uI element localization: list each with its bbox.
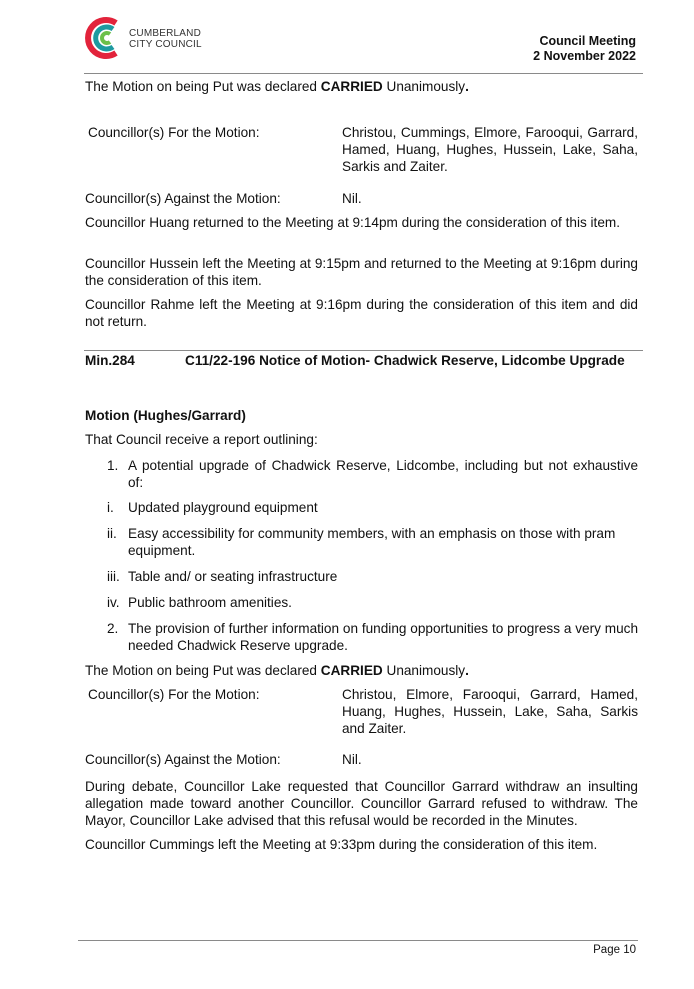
minute-number: Min.284 xyxy=(85,353,135,368)
doc-date: 2 November 2022 xyxy=(533,49,636,63)
list-marker: iii. xyxy=(107,569,120,584)
list-item: Easy accessibility for community members, with an emphasis on those with pram equipment. xyxy=(128,526,616,558)
header-rule xyxy=(84,73,643,74)
carried-statement: The Motion on being Put was declared CARRIED Unanimously. xyxy=(85,663,469,678)
org-name-line1: CUMBERLAND xyxy=(129,28,202,39)
council-logo-mark-icon xyxy=(82,14,126,62)
list-item: The provision of further information on funding opportunities to progress a very much needed Chadwick Reserve upgrade. xyxy=(128,621,638,653)
council-logo xyxy=(82,14,232,64)
list-item: Updated playground equipment xyxy=(128,500,318,515)
for-motion-label: Councillor(s) For the Motion: xyxy=(88,125,260,140)
doc-title: Council Meeting xyxy=(539,34,636,48)
for-motion-names: Christou, Elmore, Farooqui, Garrard, Hamed, Huang, Hughes, Hussein, Lake, Saha, Sarkis and Zaiter. xyxy=(342,687,638,736)
attendance-note: Councillor Huang returned to the Meeting at 9:14pm during the consideration of this item. xyxy=(85,215,620,230)
list-item: Public bathroom amenities. xyxy=(128,595,292,610)
motion-heading: Motion (Hughes/Garrard) xyxy=(85,408,246,423)
list-marker: 2. xyxy=(107,621,119,636)
list-marker: i. xyxy=(107,500,114,515)
list-marker: ii. xyxy=(107,526,117,541)
org-name-line2: CITY COUNCIL xyxy=(129,39,202,50)
section-rule xyxy=(84,350,643,351)
attendance-note: Councillor Cummings left the Meeting at 9:33pm during the consideration of this item. xyxy=(85,837,598,852)
carried-statement: The Motion on being Put was declared CARRIED Unanimously. xyxy=(85,79,469,94)
list-item: A potential upgrade of Chadwick Reserve, Lidcombe, including but not exhaustive of: xyxy=(128,458,638,490)
footer-rule xyxy=(78,940,638,941)
for-motion-names: Christou, Cummings, Elmore, Farooqui, Garrard, Hamed, Huang, Hughes, Hussein, Lake, Saha, Sarkis and Zaiter. xyxy=(342,125,638,174)
for-motion-label: Councillor(s) For the Motion: xyxy=(88,687,260,702)
against-motion-value: Nil. xyxy=(342,191,362,206)
list-item: Table and/ or seating infrastructure xyxy=(128,569,338,584)
list-marker: iv. xyxy=(107,595,120,610)
attendance-note: Councillor Rahme left the Meeting at 9:16pm during the consideration of this item and did not return. xyxy=(85,297,638,329)
against-motion-label: Councillor(s) Against the Motion: xyxy=(85,752,281,767)
page-number: Page 10 xyxy=(593,944,636,956)
against-motion-label: Councillor(s) Against the Motion: xyxy=(85,191,281,206)
attendance-note: Councillor Hussein left the Meeting at 9:15pm and returned to the Meeting at 9:16pm during the consideration of this item. xyxy=(85,256,638,288)
against-motion-value: Nil. xyxy=(342,752,362,767)
item-title: C11/22-196 Notice of Motion- Chadwick Reserve, Lidcombe Upgrade xyxy=(185,353,625,368)
debate-note: During debate, Councillor Lake requested that Councillor Garrard withdraw an insulting allegation made toward another Councillor. Councillor Garrard refused to withdraw. The Mayor, Councillor Lake advised that this refusal would be recorded in the Minutes. xyxy=(85,779,638,828)
list-marker: 1. xyxy=(107,458,119,473)
motion-intro: That Council receive a report outlining: xyxy=(85,432,318,447)
